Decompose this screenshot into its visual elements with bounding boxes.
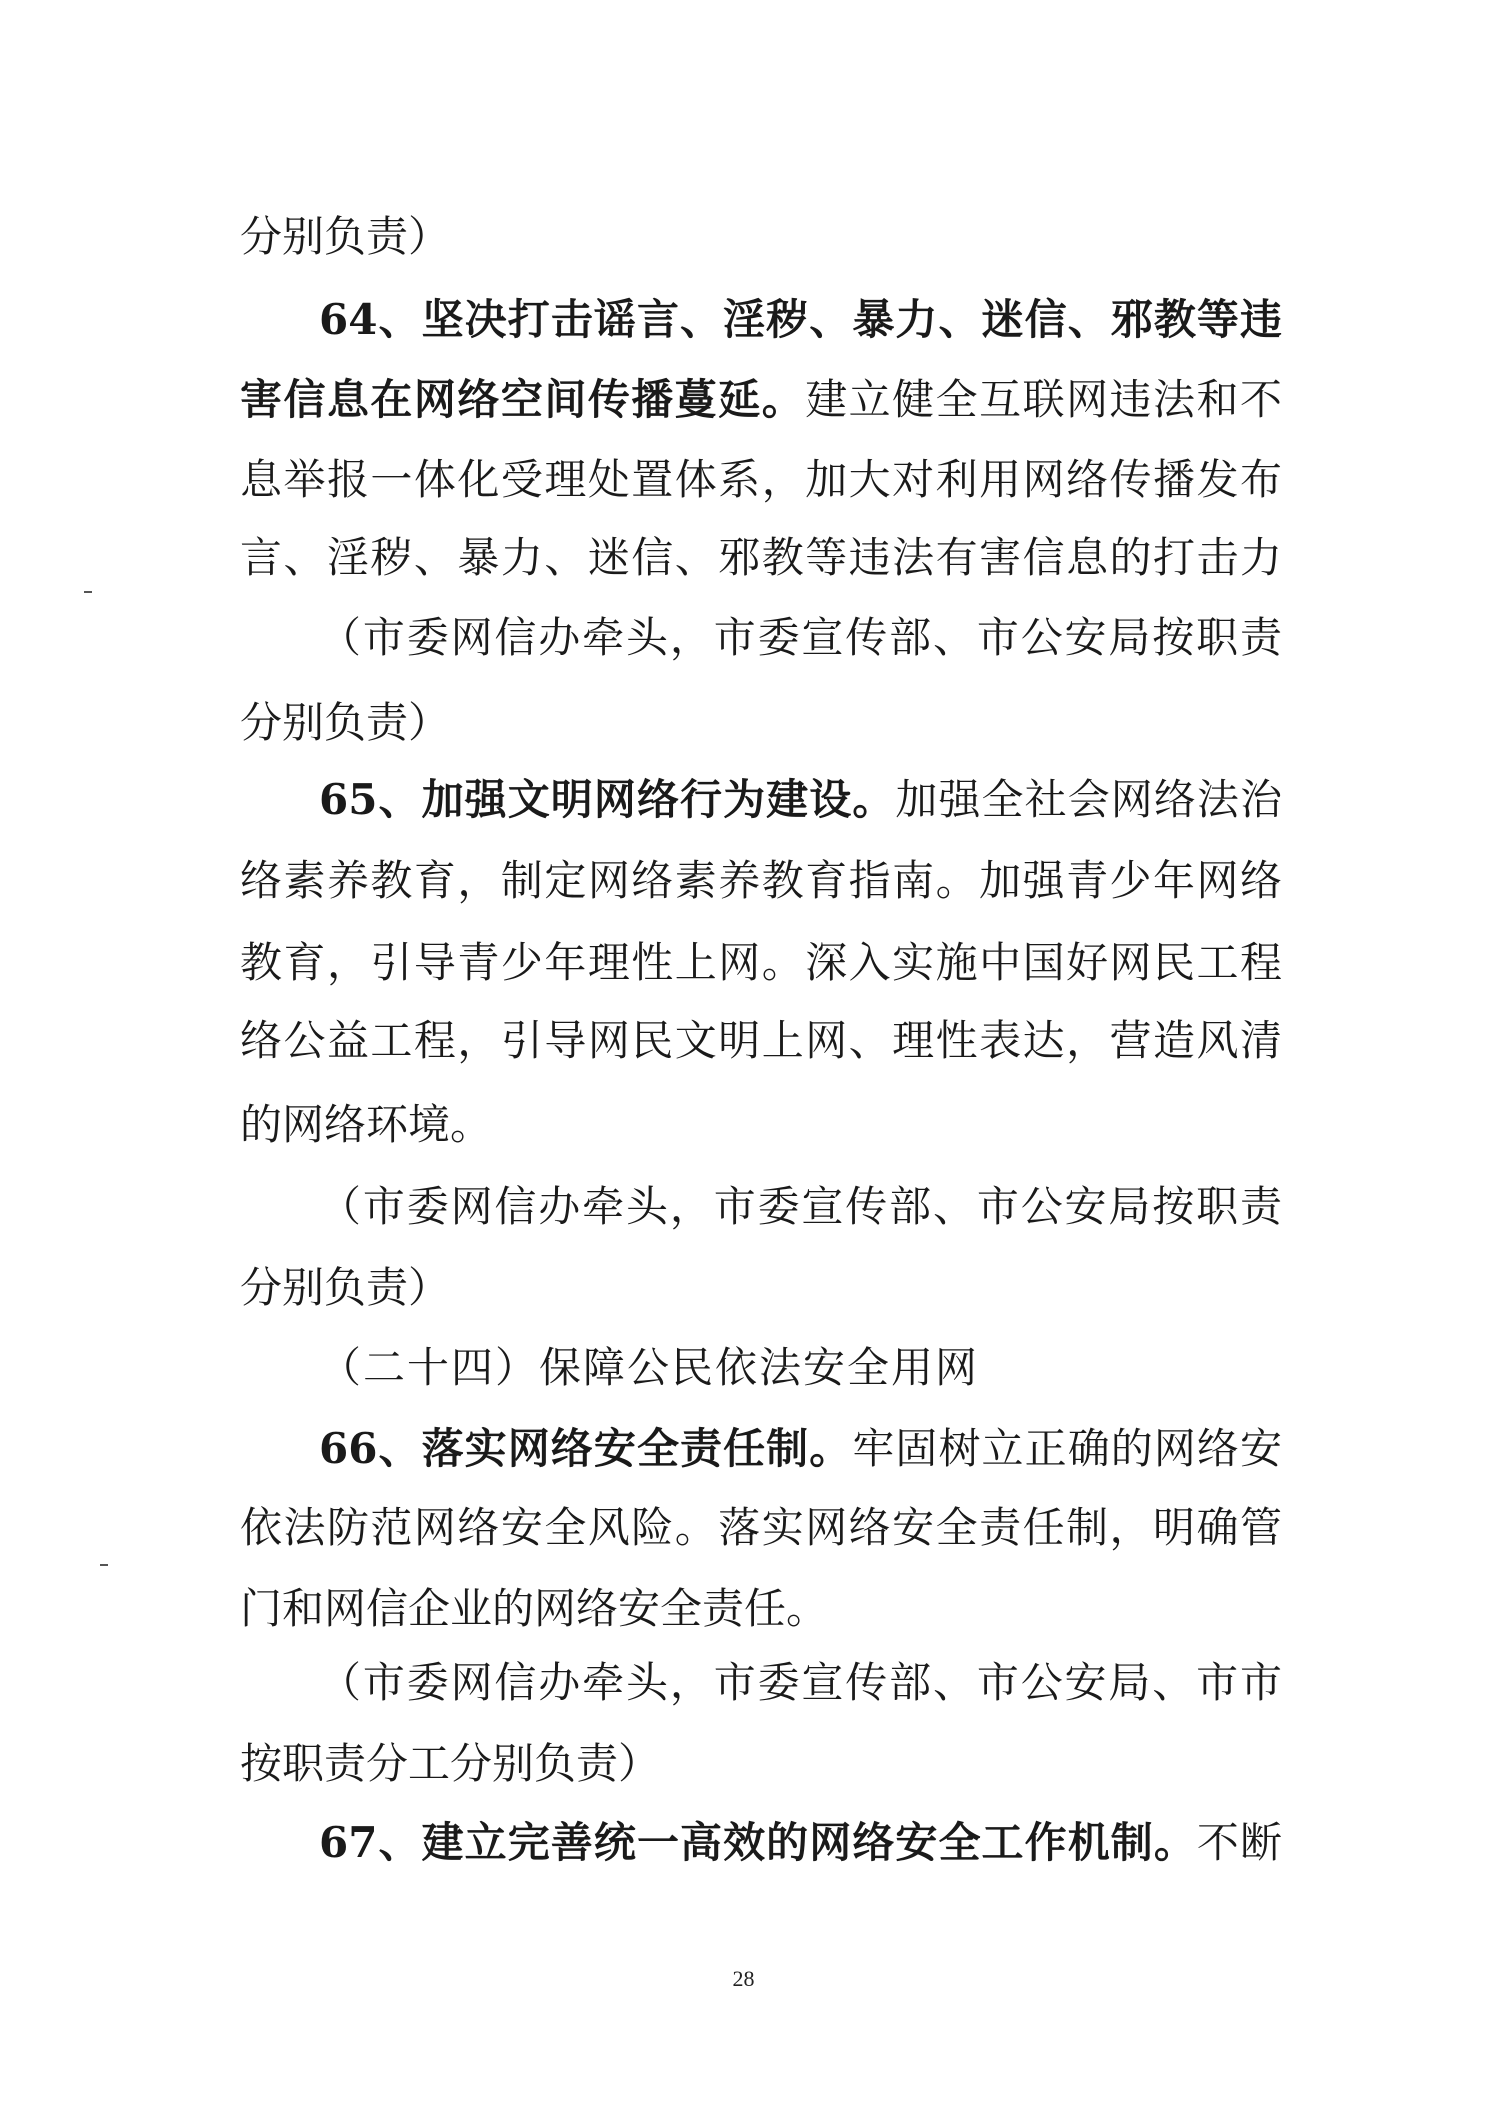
page-number: 28 [732, 1966, 755, 1991]
line-text: 分别负责） [240, 212, 451, 261]
responsibility-note [319, 1182, 1282, 1232]
line-text: 牢固树立正确的网络安 [852, 1424, 1282, 1473]
responsibility-note [319, 1658, 1282, 1708]
heading-text: 65、加强文明网络行为建设。 [319, 775, 896, 824]
line-text: 络公益工程，引导网民文明上网、理性表达，营造风清 [240, 1016, 1282, 1065]
line-text: 息举报一体化受理处置体系，加大对利用网络传播发布 [240, 455, 1282, 504]
line-text: 不断 [1196, 1818, 1282, 1867]
text-line [240, 1503, 1282, 1553]
text-line [240, 1584, 1282, 1634]
text-line [240, 1739, 1282, 1789]
heading-text: 67、建立完善统一高效的网络安全工作机制。 [319, 1818, 1197, 1867]
item-heading-64 [319, 295, 1282, 345]
text-line [240, 212, 1282, 262]
line-text: 依法防范网络安全风险。落实网络安全责任制，明确管 [240, 1503, 1282, 1552]
line-text: （市委网信办牵头，市委宣传部、市公安局按职责 [319, 613, 1282, 662]
responsibility-note [319, 613, 1282, 663]
line-text: 分别负责） [240, 698, 451, 747]
scan-mark [100, 1564, 108, 1566]
heading-text: 害信息在网络空间传播蔓延。 [240, 375, 806, 424]
line-text: 的网络环境。 [240, 1100, 493, 1149]
heading-text: 64、坚决打击谣言、淫秽、暴力、迷信、邪教等违 [319, 295, 1282, 344]
line-text: 言、淫秽、暴力、迷信、邪教等违法有害信息的打击力 [240, 533, 1282, 582]
line-text: 分别负责） [240, 1263, 451, 1312]
text-line [240, 938, 1282, 988]
line-text: 门和网信企业的网络安全责任。 [240, 1584, 829, 1633]
line-text: （二十四）保障公民依法安全用网 [319, 1343, 980, 1392]
text-line [240, 1100, 1282, 1150]
item-heading-67 [319, 1818, 1282, 1868]
text-line [240, 698, 1282, 748]
line-text: 建立健全互联网违法和不 [805, 375, 1282, 424]
text-line [240, 1016, 1282, 1066]
text-line [240, 1263, 1282, 1313]
item-heading-66 [319, 1424, 1282, 1474]
item-heading-65 [319, 775, 1282, 825]
line-text: （市委网信办牵头，市委宣传部、市公安局、市市 [319, 1658, 1282, 1707]
line-text: 教育，引导青少年理性上网。深入实施中国好网民工程 [240, 938, 1282, 987]
text-line [240, 533, 1282, 583]
line-text: 加强全社会网络法治 [895, 775, 1282, 824]
text-line [240, 375, 1282, 425]
line-text: 按职责分工分别负责） [240, 1739, 661, 1788]
line-text: （市委网信办牵头，市委宣传部、市公安局按职责 [319, 1182, 1282, 1231]
line-text: 络素养教育，制定网络素养教育指南。加强青少年网络 [240, 856, 1282, 905]
section-heading [319, 1343, 1282, 1393]
text-line [240, 856, 1282, 906]
text-line [240, 455, 1282, 505]
scan-mark [84, 591, 92, 593]
heading-text: 66、落实网络安全责任制。 [319, 1424, 853, 1473]
